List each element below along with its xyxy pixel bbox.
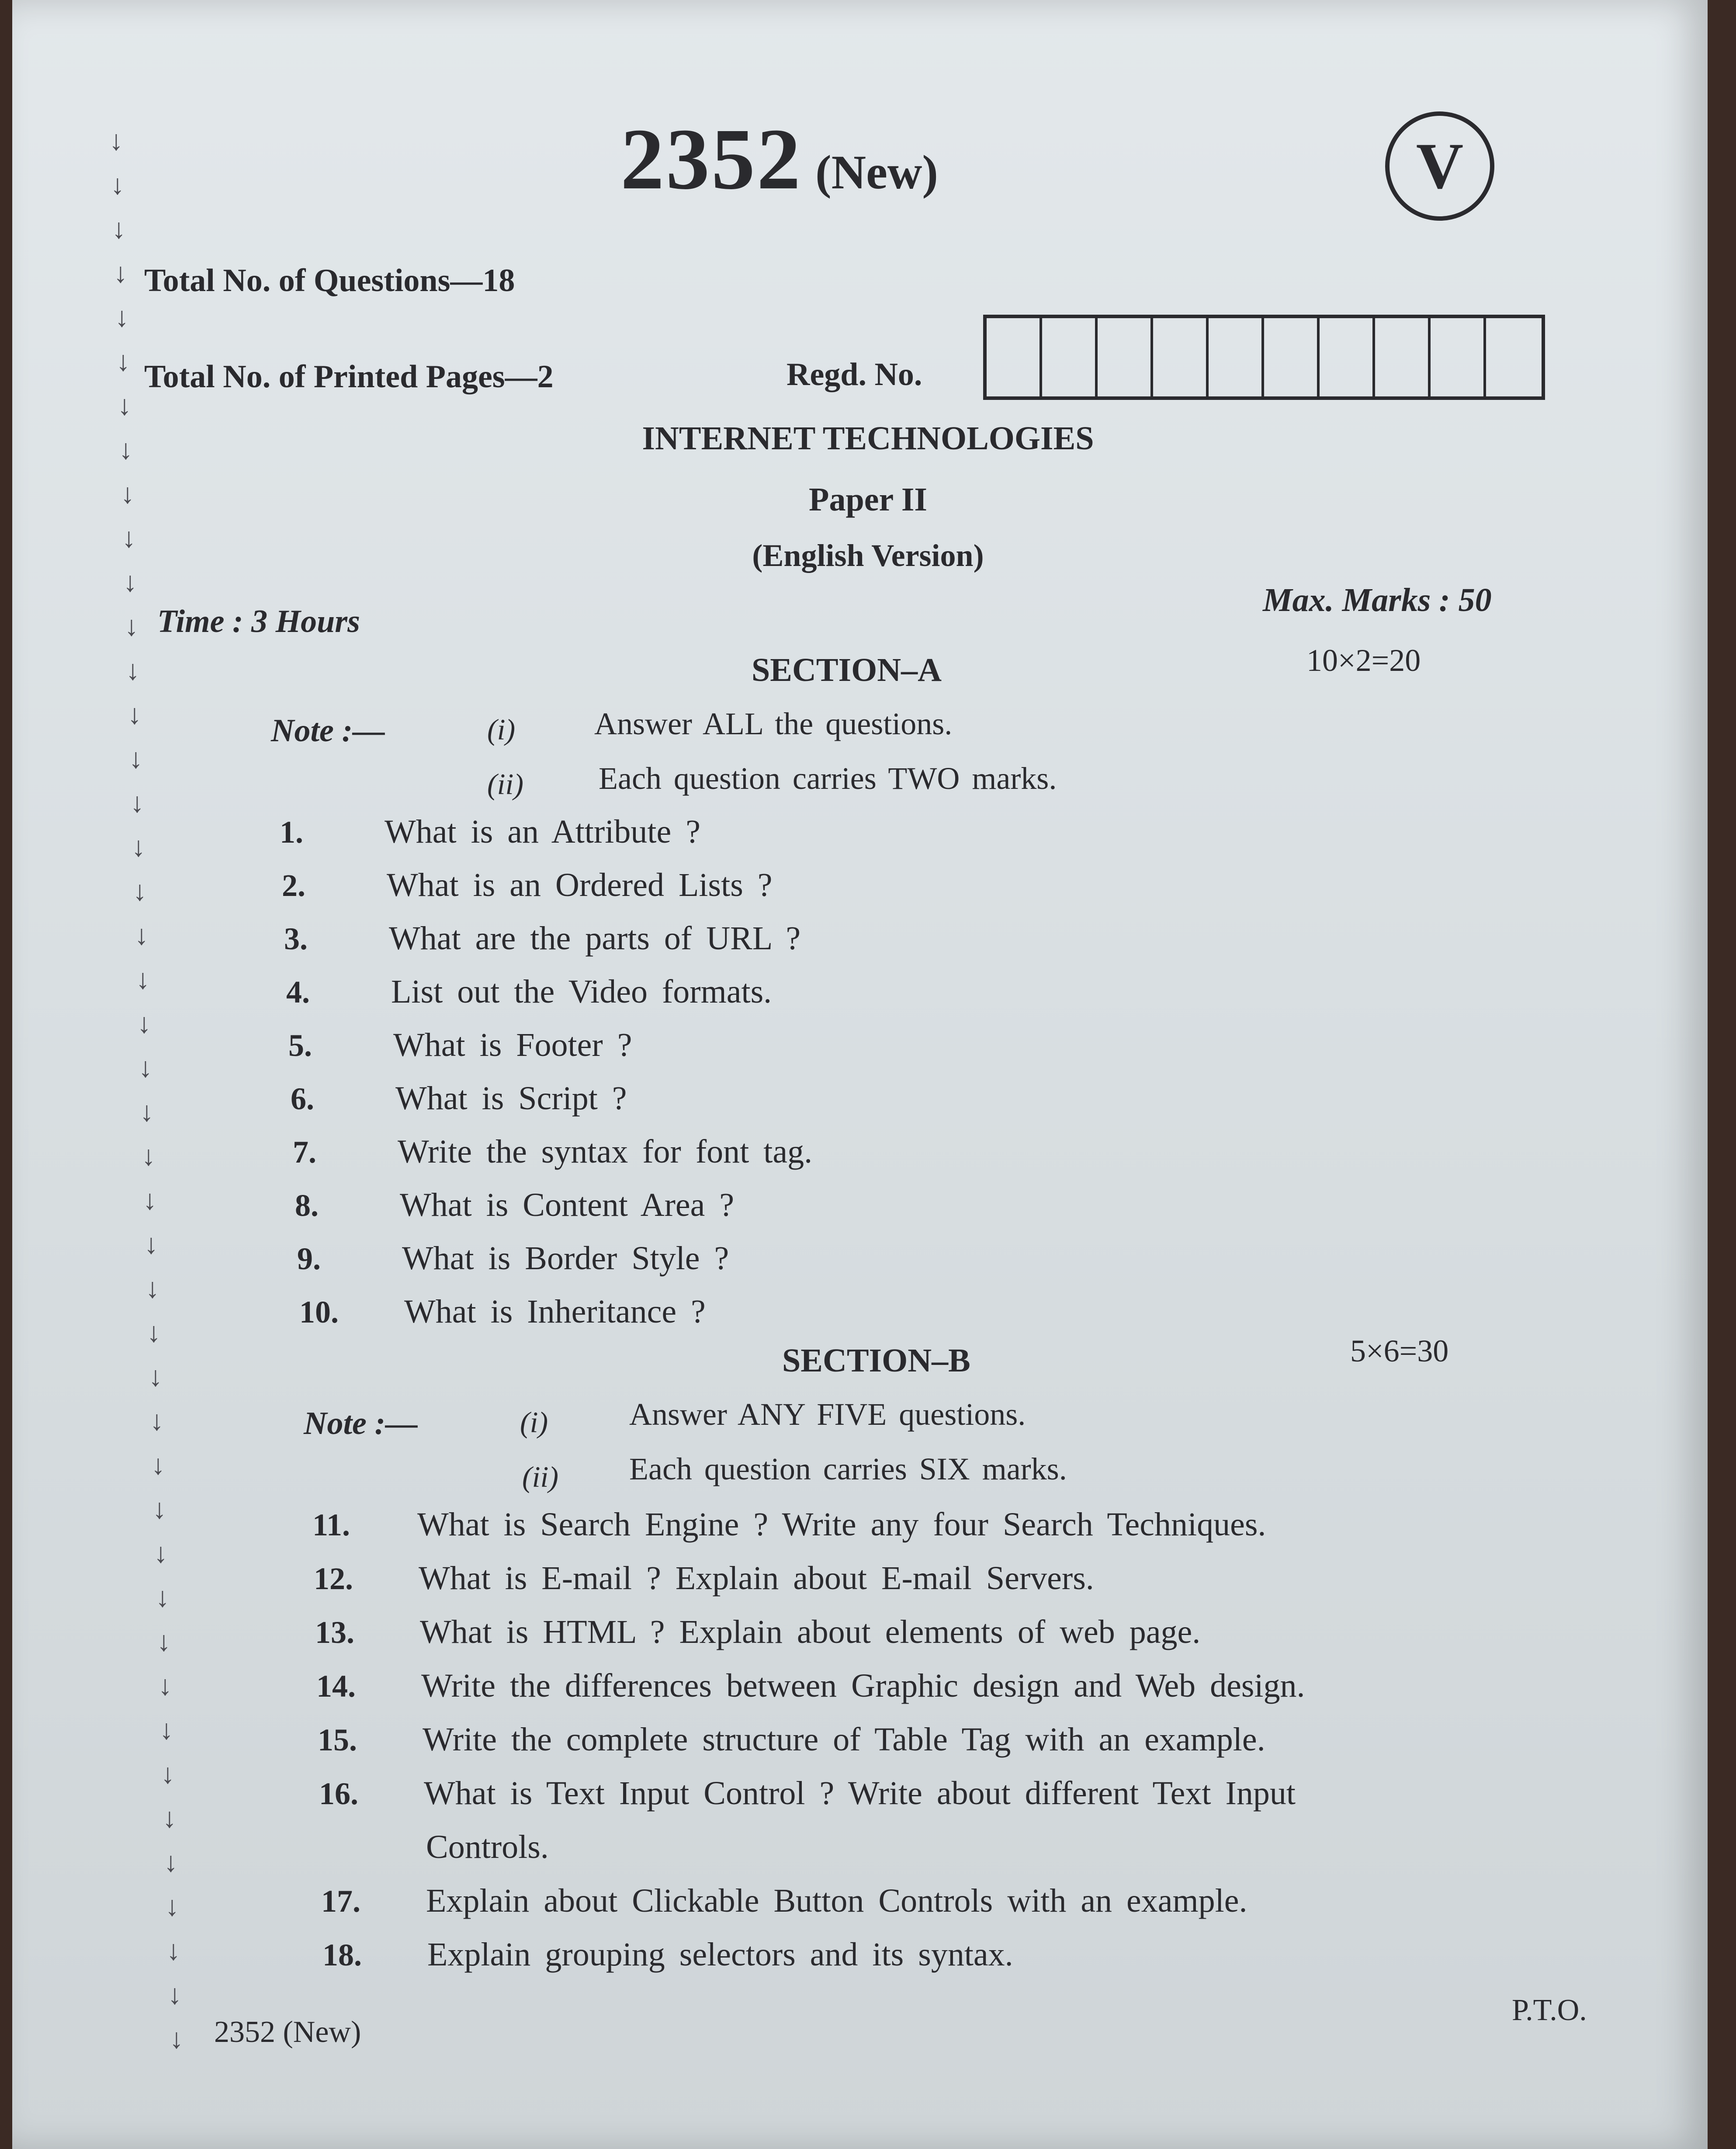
question-number: 18. (322, 1937, 362, 1972)
question-item (314, 1559, 1094, 1597)
margin-arrow-icon: ↓ (111, 169, 125, 200)
margin-arrow-icon: ↓ (152, 1493, 166, 1524)
section-a-note-label: Note :— (271, 713, 385, 749)
question-number: 17. (321, 1884, 360, 1919)
max-marks: Max. Marks : 50 (1263, 582, 1492, 618)
question-text: Write the syntax for font tag. (398, 1133, 813, 1170)
total-questions: Total No. of Questions—18 (144, 263, 515, 299)
regd-digit-box[interactable] (1153, 318, 1209, 396)
margin-arrow-icon: ↓ (135, 920, 149, 951)
margin-arrow-icon: ↓ (165, 1891, 179, 1922)
question-text: What is Footer ? (393, 1027, 632, 1063)
margin-arrow-icon: ↓ (132, 831, 146, 862)
paper-code-number: 2352 (620, 111, 802, 208)
question-text: List out the Video formats. (391, 973, 772, 1010)
time-allowed: Time : 3 Hours (157, 604, 360, 639)
margin-arrow-icon: ↓ (168, 1979, 182, 2010)
section-a-marks: 10×2=20 (1306, 643, 1421, 678)
regd-digit-box[interactable] (1209, 318, 1264, 396)
question-number: 12. (314, 1561, 353, 1596)
question-number: 14. (316, 1669, 356, 1704)
regd-label: Regd. No. (787, 357, 922, 392)
section-b-note-num: (ii) (522, 1460, 559, 1493)
question-item (284, 920, 800, 958)
footer-paper-code: 2352 (New) (214, 2015, 361, 2049)
margin-arrow-icon: ↓ (166, 1935, 180, 1966)
margin-arrow-icon: ↓ (121, 478, 135, 509)
section-b-marks: 5×6=30 (1350, 1333, 1449, 1368)
regd-digit-box[interactable] (1320, 318, 1375, 396)
question-text: What is Text Input Control ? Write about different Text Input (424, 1775, 1296, 1812)
regd-digit-box[interactable] (1098, 318, 1153, 396)
margin-arrow-icon: ↓ (150, 1405, 164, 1436)
margin-arrow-icon: ↓ (123, 566, 137, 597)
section-b-note-num: (i) (520, 1406, 548, 1439)
margin-arrow-icon: ↓ (115, 302, 129, 333)
question-item (318, 1721, 1265, 1759)
margin-arrow-icon: ↓ (118, 390, 132, 421)
regd-number-boxes[interactable] (983, 315, 1545, 400)
margin-arrow-icon: ↓ (126, 655, 140, 686)
question-text: What is Border Style ? (402, 1240, 729, 1277)
question-number: 15. (318, 1722, 357, 1757)
question-item (312, 1506, 1266, 1544)
margin-arrow-icon: ↓ (143, 1184, 157, 1215)
margin-arrow-icon: ↓ (151, 1449, 165, 1480)
margin-arrow-icon: ↓ (116, 346, 130, 377)
section-a-note-num: (i) (487, 713, 516, 746)
margin-arrow-icon: ↓ (161, 1758, 175, 1789)
section-a-title: SECTION–A (752, 652, 942, 688)
paper-code (620, 109, 938, 209)
margin-arrow-icon: ↓ (154, 1538, 168, 1569)
section-b-note-text: Each question carries SIX marks. (629, 1451, 1067, 1486)
paper-title: Paper II (809, 481, 927, 518)
question-text: What is HTML ? Explain about elements of web page. (420, 1614, 1201, 1650)
question-text: Write the complete structure of Table Tag with an example. (423, 1721, 1265, 1758)
section-b-note-text: Answer ANY FIVE questions. (629, 1397, 1026, 1432)
margin-arrow-icon: ↓ (139, 1052, 152, 1083)
regd-digit-box[interactable] (987, 318, 1042, 396)
margin-arrow-icon: ↓ (157, 1626, 171, 1657)
paper-code-suffix: (New) (815, 146, 938, 199)
margin-arrow-icon: ↓ (119, 434, 133, 465)
margin-arrow-icon: ↓ (128, 699, 142, 730)
question-item (299, 1293, 706, 1331)
question-item (321, 1882, 1247, 1920)
question-number: 5. (288, 1028, 312, 1063)
question-item (295, 1186, 734, 1224)
margin-arrow-icon: ↓ (149, 1361, 163, 1392)
question-number: 9. (297, 1241, 321, 1276)
margin-arrow-icon: ↓ (147, 1317, 161, 1348)
question-item (315, 1613, 1200, 1651)
version-badge: V (1385, 111, 1494, 221)
question-text: What is an Ordered Lists ? (387, 867, 773, 903)
margin-arrow-icon: ↓ (129, 743, 143, 774)
version-title: (English Version) (752, 538, 984, 573)
margin-arrow-icon: ↓ (156, 1582, 170, 1613)
regd-digit-box[interactable] (1375, 318, 1431, 396)
regd-digit-box[interactable] (1486, 318, 1542, 396)
question-text: What is an Attribute ? (385, 813, 700, 850)
question-text: What is E-mail ? Explain about E-mail Servers. (419, 1560, 1094, 1597)
question-item (316, 1667, 1305, 1705)
question-text: What is Content Area ? (400, 1187, 735, 1223)
margin-arrow-icon: ↓ (109, 125, 123, 156)
question-text: Explain about Clickable Button Controls with an example. (426, 1882, 1247, 1919)
section-b-note-label: Note :— (304, 1406, 418, 1441)
question-text: What is Search Engine ? Write any four Search Techniques. (417, 1506, 1266, 1543)
margin-arrow-icon: ↓ (112, 213, 126, 244)
question-number: 8. (295, 1188, 319, 1223)
margin-arrow-icon: ↓ (130, 787, 144, 818)
question-item (322, 1936, 1013, 1974)
question-item (288, 1026, 632, 1064)
margin-arrow-icon: ↓ (158, 1670, 172, 1701)
margin-arrow-icon: ↓ (133, 875, 147, 906)
question-text: What is Inheritance ? (404, 1293, 706, 1330)
question-item (286, 973, 772, 1011)
section-a-note-text: Each question carries TWO marks. (599, 761, 1057, 796)
question-item (297, 1239, 729, 1278)
question-number: 2. (282, 868, 305, 903)
section-b-title: SECTION–B (782, 1342, 970, 1379)
question-number: 11. (312, 1507, 350, 1542)
margin-arrow-icon: ↓ (142, 1140, 156, 1171)
section-a-note-text: Answer ALL the questions. (594, 706, 953, 741)
question-item (293, 1133, 812, 1171)
margin-arrow-icon: ↓ (164, 1847, 178, 1878)
question-item (291, 1080, 627, 1118)
total-pages: Total No. of Printed Pages—2 (144, 359, 554, 395)
question-text: Explain grouping selectors and its syntax. (427, 1936, 1013, 1973)
question-item (282, 866, 773, 904)
margin-arrow-icon: ↓ (114, 257, 128, 288)
question-item (319, 1774, 1296, 1812)
margin-arrow-icon: ↓ (122, 522, 136, 553)
margin-arrow-icon: ↓ (140, 1096, 154, 1127)
regd-digit-box[interactable] (1264, 318, 1320, 396)
margin-arrow-icon: ↓ (137, 1008, 151, 1039)
subject-title: INTERNET TECHNOLOGIES (642, 420, 1094, 457)
question-number: 16. (319, 1776, 358, 1811)
margin-arrow-icon: ↓ (170, 2023, 184, 2054)
margin-arrow-icon: ↓ (136, 964, 150, 995)
section-a-note-num: (ii) (487, 767, 524, 801)
question-number: 3. (284, 921, 308, 956)
question-text: What is Script ? (395, 1080, 627, 1117)
regd-digit-box[interactable] (1042, 318, 1098, 396)
question-number: 7. (293, 1135, 316, 1170)
question-text-continuation: Controls. (426, 1829, 549, 1865)
question-text: What are the parts of URL ? (389, 920, 801, 957)
pto-label: P.T.O. (1512, 1993, 1587, 2027)
question-number: 4. (286, 975, 310, 1010)
margin-arrow-icon: ↓ (146, 1273, 159, 1304)
margin-arrow-icon: ↓ (125, 611, 139, 642)
question-number: 6. (291, 1081, 314, 1116)
question-number: 13. (315, 1615, 354, 1650)
question-item (280, 813, 700, 851)
margin-arrow-icon: ↓ (144, 1229, 158, 1260)
regd-digit-box[interactable] (1431, 318, 1486, 396)
question-number: 1. (280, 815, 303, 850)
margin-arrow-icon: ↓ (159, 1714, 173, 1745)
margin-arrow-icon: ↓ (163, 1802, 177, 1833)
question-number: 10. (299, 1295, 339, 1330)
question-text: Write the differences between Graphic design and Web design. (421, 1667, 1305, 1704)
